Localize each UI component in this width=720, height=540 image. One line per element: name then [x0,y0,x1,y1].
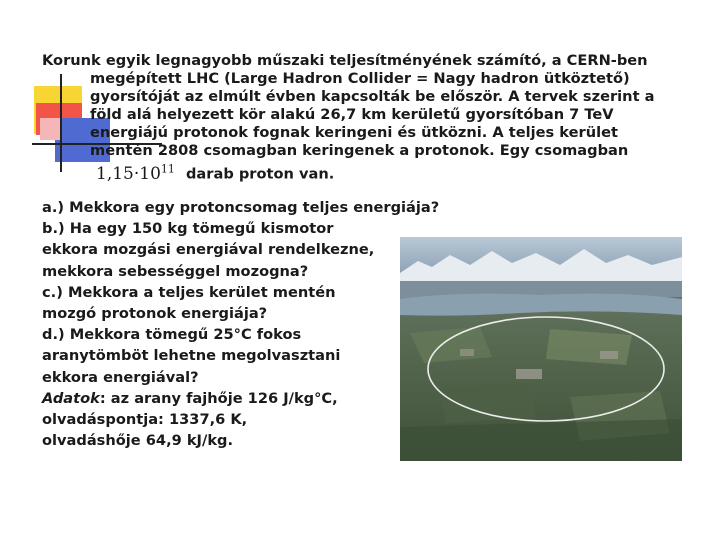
aerial-landscape-image [400,237,682,461]
formula-base: 1,15·10 [96,163,161,184]
intro-paragraph [42,52,682,184]
intro-text-block [42,52,682,184]
given-data-line: olvadáshője 64,9 kJ/kg. [42,432,234,450]
questions-block [42,197,442,451]
question-line: b.) Ha egy 150 kg tömegű kismotor [42,220,334,238]
question-line: ekkora mozgási energiával rendelkezne, [42,241,375,259]
lhc-aerial-photo [400,237,682,461]
given-data-label: Adatok [42,389,100,407]
question-line: a.) Mekkora egy protoncsomag teljes energiája? [42,199,440,216]
intro-text-before: Korunk egyik legnagyobb műszaki teljesítményének számító, a CERN-ben megépített LHC (Large Hadron Collider = Nagy hadron ütköztető) gyorsítóját az elmúlt évben kapcsolták be először. A tervek szerint a föld alá helyezett kör alakú 26,7 km kerületű gyorsítóban 7 TeV energiájú protonok fognak keringeni és ütközni. A teljes kerület mentén 2808 csomagban keringenek a protonok. Egy csomagban [42,52,655,159]
given-data-line: olvadáspontja: 1337,6 K, [42,411,248,429]
intro-text-after: darab proton van. [185,165,335,183]
question-line: aranytömböt lehetne megolvasztani [42,347,341,365]
question-line: c.) Mekkora a teljes kerület mentén [42,283,336,301]
proton-count-formula [90,164,181,184]
question-line: d.) Mekkora tömegű 25°C fokos [42,326,302,344]
given-data-text: : az arany fajhője 126 J/kg°C, [99,389,338,407]
question-line: mozgó protonok energiája? [42,305,268,323]
given-data-line [42,388,442,409]
question-line: mekkora sebességgel mozogna? [42,262,309,280]
question-line: ekkora energiával? [42,368,199,386]
formula-exponent: 11 [160,162,175,175]
